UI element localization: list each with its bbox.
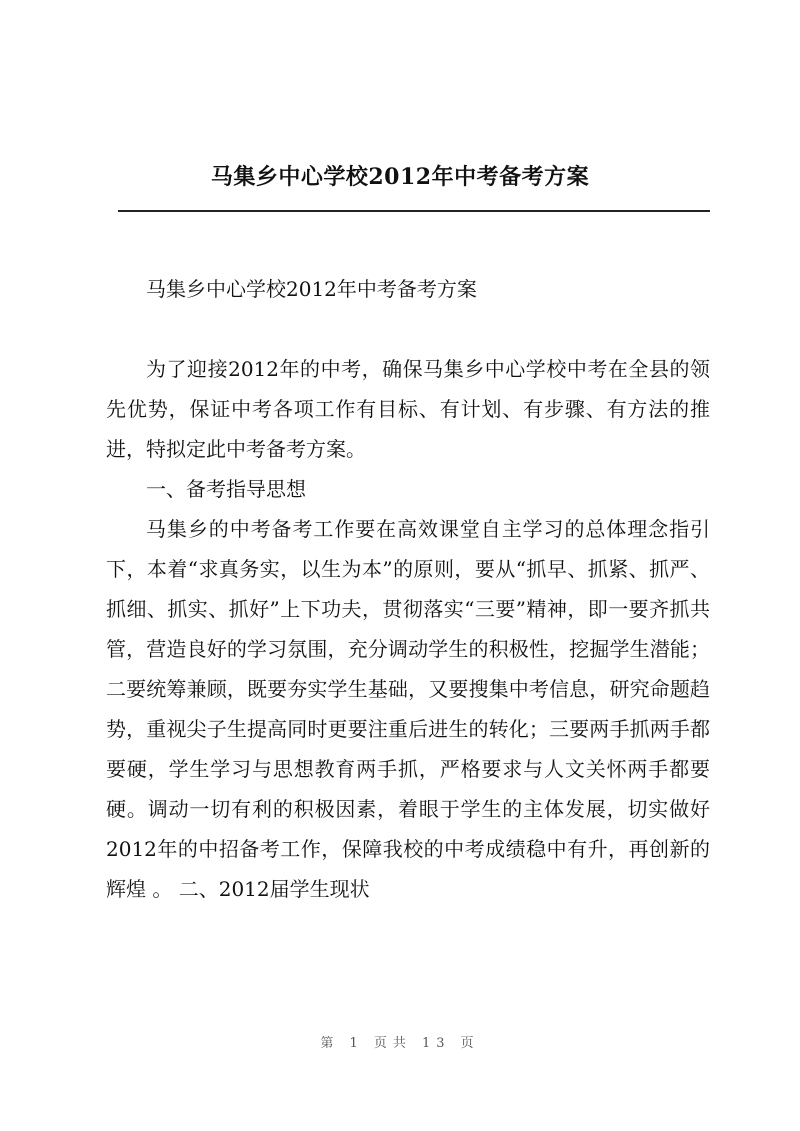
guiding-ideology-paragraph: 马集乡的中考备考工作要在高效课堂自主学习的总体理念指引下，本着“求真务实，以生为本”的原则，要从“抓早、抓紧、抓严、抓细、抓实、抓好”上下功夫，贯彻落实“三要”精神，即一要齐抓共管，营造良好的学习氛围，充分调动学生的积极性，挖掘学生潜能；二要统筹兼顾，既要夯实学生基础，又要搜集中考信息，研究命题趋势，重视尖子生提高同时更要注重后进生的转化；三要两手抓两手都要硬，学生学习与思想教育两手抓，严格要求与人文关怀两手都要硬。调动一切有利的积极因素，着眼于学生的主体发展，切实做好2012年的中招备考工作，保障我校的中考成绩稳中有升，再创新的辉煌 。 二、2012届学生现状: [106, 517, 710, 901]
body-heading: 马集乡中心学校2012年中考备考方案: [146, 277, 477, 301]
document-title: 马集乡中心学校2012年中考备考方案: [210, 164, 590, 190]
page-footer: 第 1 页共 13 页: [320, 1036, 480, 1051]
title-divider: [118, 210, 710, 212]
section-heading-guiding-ideology: 一、备考指导思想: [146, 477, 306, 501]
intro-paragraph: 为了迎接2012年的中考，确保马集乡中心学校中考在全县的领先优势，保证中考各项工作有目标、有计划、有步骤、有方法的推进，特拟定此中考备考方案。: [106, 357, 710, 461]
document-body: [106, 269, 710, 909]
